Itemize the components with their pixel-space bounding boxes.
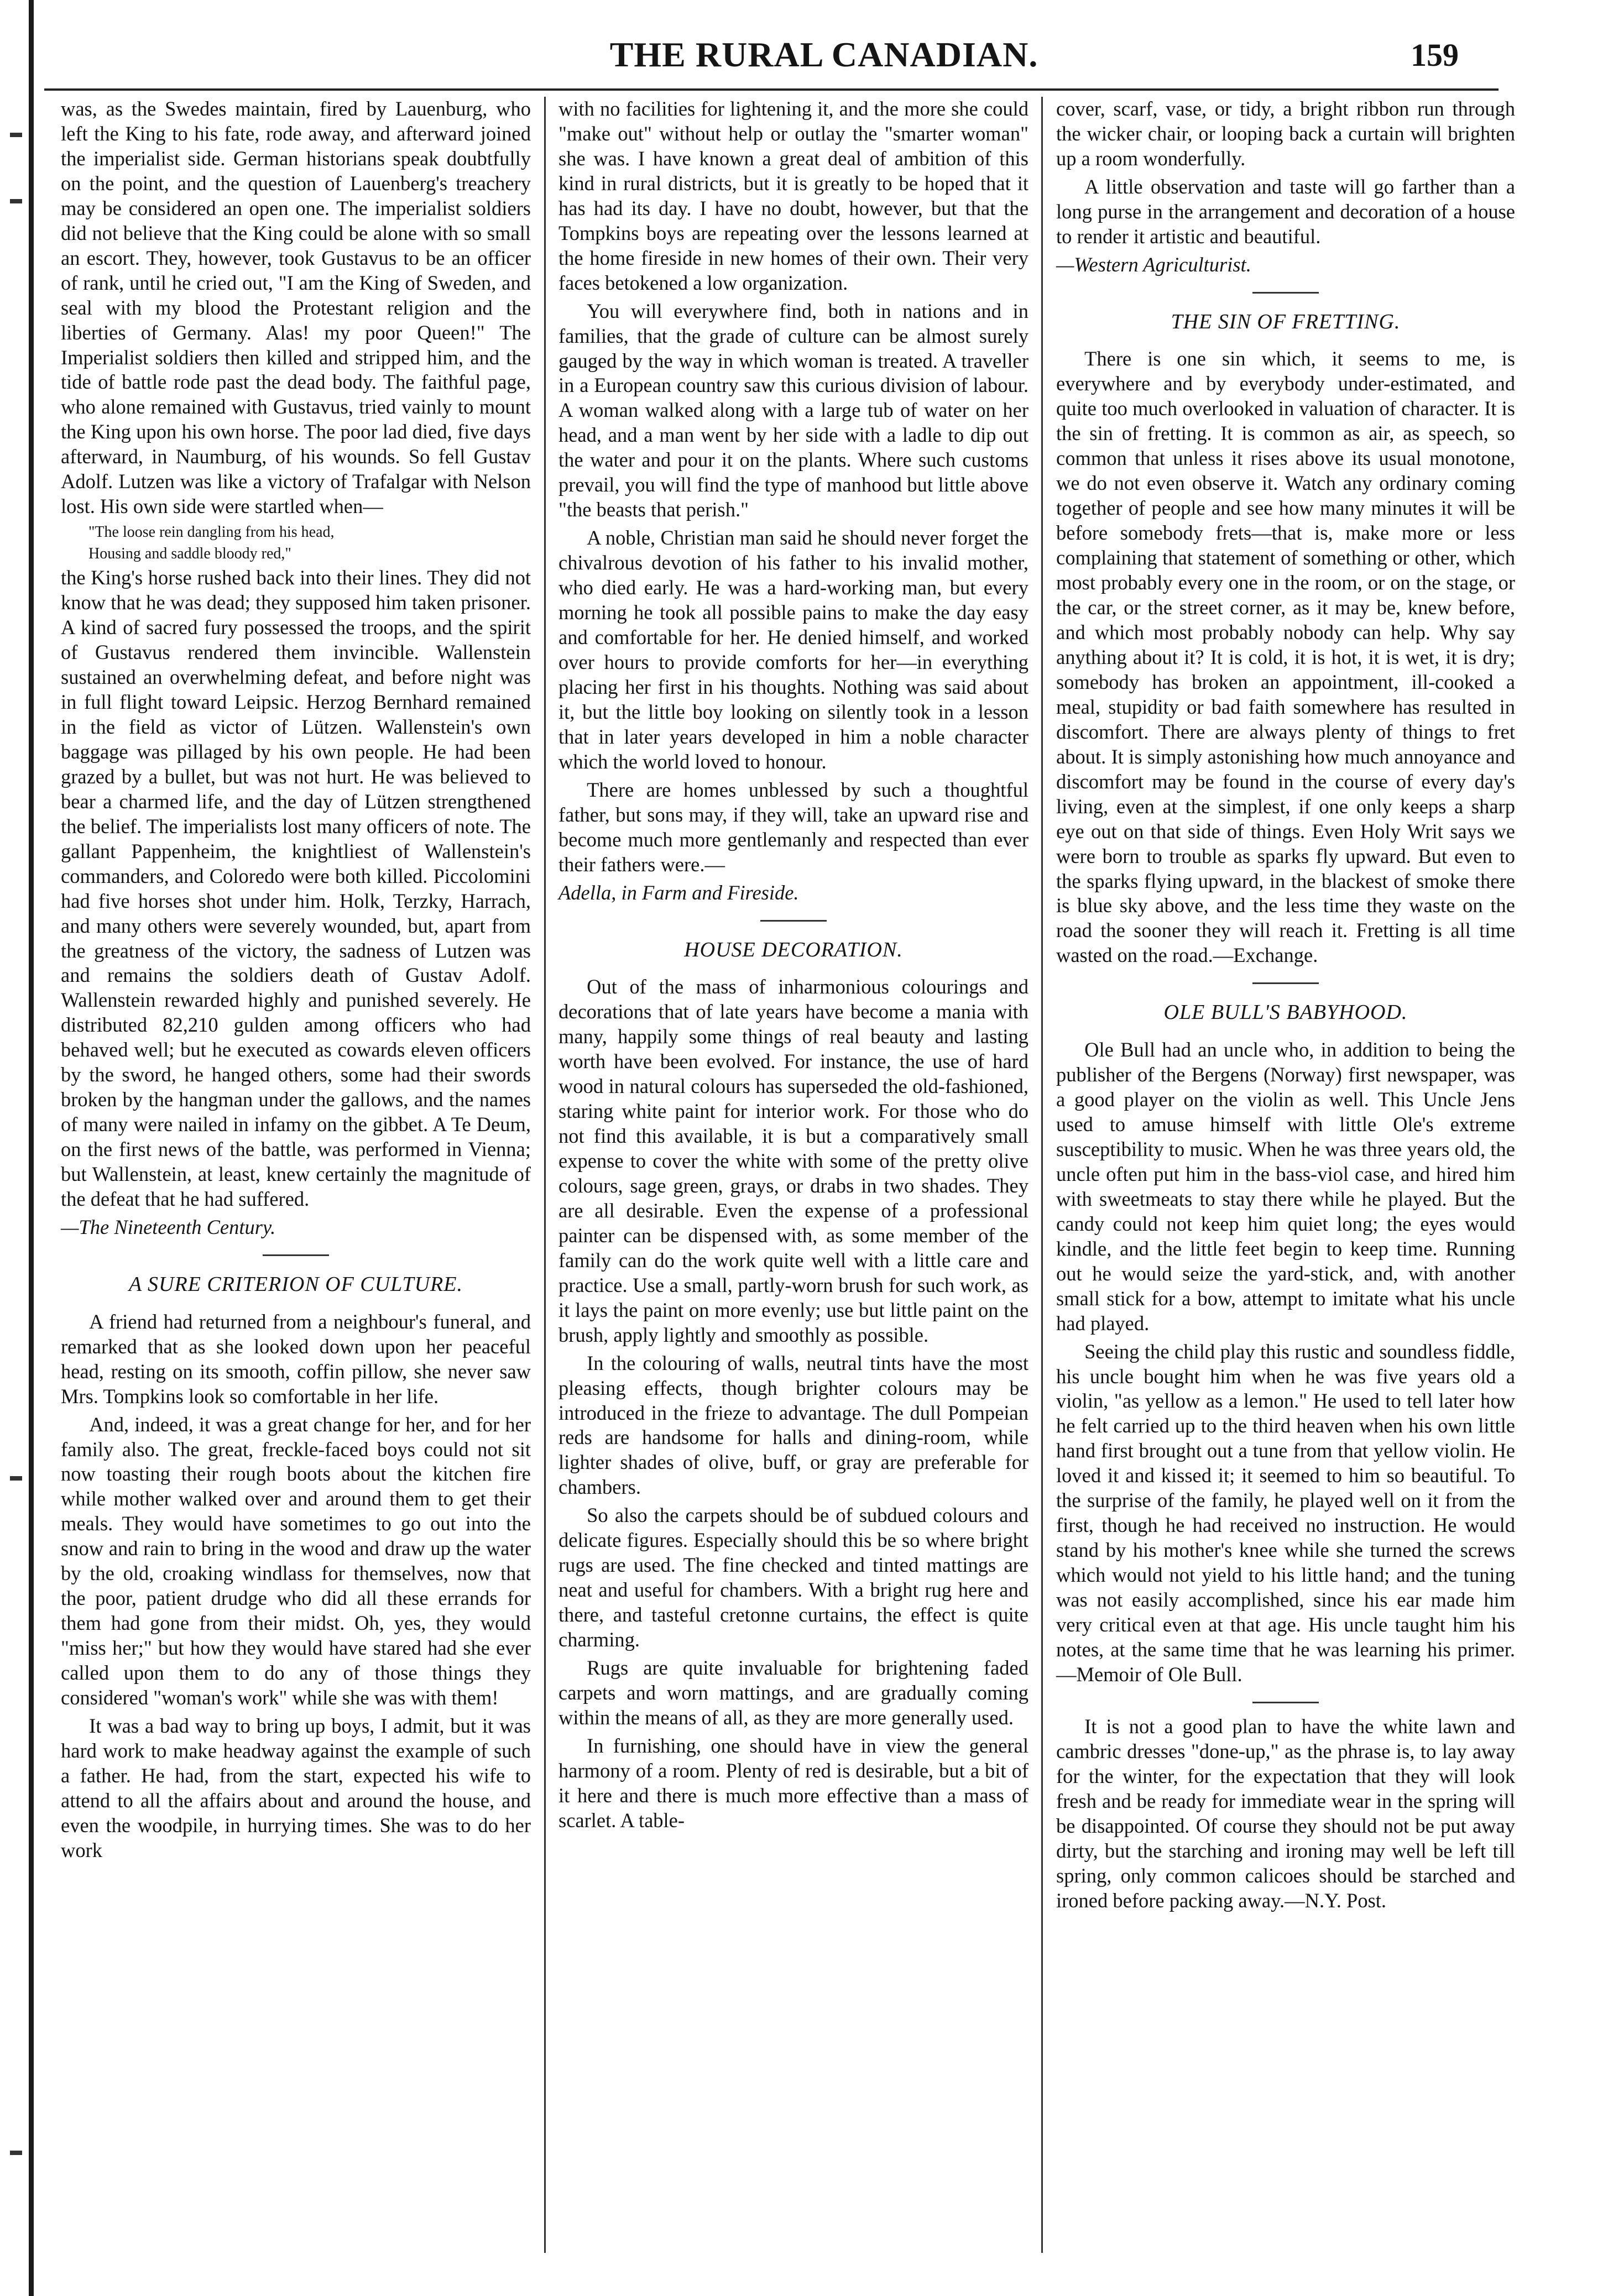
article-paragraph: was, as the Swedes maintain, fired by Lauenburg, who left the King to his fate, rode away, and afterward joined the imperialist side. German historians speak doubtfully on the point, and the question of Lauenberg's treachery may be considered an open one. The imperialist soldiers did not believe that the King could be alone with so small an escort. They, however, took Gustavus to be an officer of rank, until he cried out, "I am the King of Sweden, and seal with my blood the Protestant religion and the liberties of Germany. Alas! my poor Queen!" The Imperialist soldiers then killed and stripped him, and the tide of battle rode past the dead body. The faithful page, who alone remained with Gustavus, tried vainly to mount the King upon his own horse. The poor lad died, five days afterward, in Naumburg, of his wounds. So fell Gustav Adolf. Lutzen was like a victory of Trafalgar with Nelson lost. His own side were startled when—: [61, 97, 531, 518]
column-2: [558, 97, 1029, 1837]
article-paragraph: Seeing the child play this rustic and soundless fiddle, his uncle bought him when he was five years old a violin, "as yellow as a lemon." He used to tell later how he felt carried up to the third heaven when his own little hand first brought out a tune from that yellow violin. He loved it and kissed it; it seemed to him so beautiful. To the surprise of the family, he played well on it from the first, though he had received no instruction. He would stand by his mother's knee while she turned the screws which would not yield to his little hand; and the tuning was not easily accomplished, since his ear made him very critical even at that age. His uncle taught him his notes, at the same time that he was learning his primer.—Memoir of Ole Bull.: [1056, 1340, 1515, 1686]
page-number: 159: [1411, 37, 1459, 73]
article-divider: [1252, 982, 1319, 984]
article-divider: [263, 1254, 329, 1256]
article-paragraph: You will everywhere find, both in nations and in families, that the grade of culture can be almost surely gauged by the way in which woman is treated. A traveller in a European country saw this curious division of labour. A woman walked along with a large tub of water on her head, and a man went by her side with a ladle to dip out the water and pour it on the plants. Where such customs prevail, you will find the type of manhood but little above "the beasts that perish.": [558, 299, 1029, 521]
article-paragraph: It is not a good plan to have the white lawn and cambric dresses "done-up," as the phrase is, to lay away for the winter, for the expectation that they will look fresh and be ready for immediate wear in the spring will be disappointed. Of course they should not be put away dirty, but the starching and ironing may well be left till spring, only common calicoes should be starched and ironed before packing away.—N.Y. Post.: [1056, 1714, 1515, 1912]
article-paragraph: A noble, Christian man said he should never forget the chivalrous devotion of his father to his invalid mother, who died early. He was a hard-working man, but every morning he took all possible pains to make the day easy and comfortable for her. He denied himself, and worked over hours to provide comforts for her—in everything placing her first in his thoughts. Nothing was said about it, but the little boy looking on silently took in a lesson that in later years developed in him a noble character which the world loved to honour.: [558, 526, 1029, 773]
article-paragraph: There are homes unblessed by such a thoughtful father, but sons may, if they will, take an upward rise and become much more gentlemanly and respected than ever their fathers were.—: [558, 778, 1029, 876]
article-paragraph: So also the carpets should be of subdued colours and delicate figures. Especially should this be so where bright rugs are used. The fine checked and tinted mattings are neat and useful for chambers. With a bright rug here and there, and tasteful cretonne curtains, the effect is quite charming.: [558, 1504, 1029, 1651]
article-paragraph: the King's horse rushed back into their lines. They did not know that he was dead; they supposed him taken prisoner. A kind of sacred fury possessed the troops, and the spirit of Gustavus rendered them invincible. Wallenstein sustained an overwhelming defeat, and before night was in full flight toward Leipsic. Herzog Bernhard remained in the field as victor of Lützen. Wallenstein's own baggage was pillaged by his own people. He had been grazed by a bullet, but was not hurt. He was believed to bear a charmed life, and the day of Lützen strengthened the belief. The imperialists lost many officers of note. The gallant Pappenheim, the knightliest of Wallenstein's commanders, and Coloredo were both killed. Piccolomini had five horses shot under him. Holk, Terzky, Harrach, and many others were severely wounded, but, apart from the greatness of the victory, the sadness of Lutzen was and remains the soldiers death of Gustav Adolf. Wallenstein rewarded highly and punished severely. He distributed 82,210 gulden among officers who had behaved well; but he executed as cowards eleven officers by the sword, he hanged others, some had their swords broken by the hangman under the gallows, and the names of many were nailed in infamy on the gibbet. A Te Deum, on the first news of the battle, was performed in Vienna; but Wallenstein, at least, knew certainly the magnitude of the defeat that he had suffered.: [61, 566, 531, 1211]
article-divider: [1252, 292, 1319, 294]
article-paragraph: It was a bad way to bring up boys, I admit, but it was hard work to make headway against the example of such a father. He had, from the start, expected his wife to attend to all the affairs about and around the house, and even the woodpile, in hurrying times. She was to do her work: [61, 1714, 531, 1861]
article-paragraph: In furnishing, one should have in view the general harmony of a room. Plenty of red is desirable, but a bit of it here and there is much more effective than a mass of scarlet. A table-: [558, 1734, 1029, 1832]
article-paragraph: And, indeed, it was a great change for her, and for her family also. The great, freckle-faced boys could not sit now toasting their rough boots about the kitchen fire while mother walked over and around them to get their meals. They would have sometimes to go out into the snow and rain to bring in the wood and draw up the water by the old, croaking windlass for themselves, now that the poor, patient drudge who did all these errands for them had gone from their midst. Oh, yes, they would "miss her;" but how they would have stared had she ever called upon them to do any of those things they considered "woman's work" while she was with them!: [61, 1413, 531, 1709]
article-paragraph: A friend had returned from a neighbour's funeral, and remarked that as she looked down upon her peaceful head, resting on its smooth, coffin pillow, she never saw Mrs. Tompkins look so comfortable in her life.: [61, 1310, 531, 1408]
article-paragraph: cover, scarf, vase, or tidy, a bright ribbon run through the wicker chair, or looping back a curtain will brighten up a room wonderfully.: [1056, 97, 1515, 170]
article-paragraph: Rugs are quite invaluable for brightening faded carpets and worn mattings, and are gradually coming within the means of all, as they are more generally used.: [558, 1656, 1029, 1729]
article-paragraph: In the colouring of walls, neutral tints have the most pleasing effects, though brighter colours may be introduced in the frieze to advantage. The dull Pompeian reds are handsome for halls and dining-room, while lighter shades of olive, buff, or gray are preferable for chambers.: [558, 1351, 1029, 1499]
article-heading: OLE BULL'S BABYHOOD.: [1163, 1001, 1408, 1024]
column-1: [61, 97, 531, 1866]
article-source: —Western Agriculturist.: [1056, 253, 1251, 276]
article-heading: THE SIN OF FRETTING.: [1171, 310, 1401, 333]
article-heading: HOUSE DECORATION.: [684, 938, 903, 961]
article-source: —The Nineteenth Century.: [61, 1215, 276, 1238]
verse-line: Housing and saddle bloody red,": [88, 545, 291, 563]
masthead-title: THE RURAL CANADIAN.: [609, 35, 1038, 74]
column-rule: [1041, 97, 1043, 2253]
article-paragraph: Ole Bull had an uncle who, in addition to being the publisher of the Bergens (Norway) first newspaper, was a good player on the violin as well. This Uncle Jens used to amuse himself with little Ole's extreme susceptibility to music. When he was three years old, the uncle often put him in the bass-viol case, and hired him with sweetmeats to stay there while he played. But the candy could not keep him quiet long; the eyes would kindle, and the little feet begin to keep time. Running out he would seize the yard-stick, and, with another small stick for a bow, attempt to imitate what his uncle had played.: [1056, 1038, 1515, 1335]
verse-line: "The loose rein dangling from his head,: [88, 524, 335, 541]
article-paragraph: There is one sin which, it seems to me, is everywhere and by everybody under-estimated, and quite too much overlooked in valuation of character. It is the sin of fretting. It is common as air, as speech, so common that unless it rises above its usual monotone, we do not even observe it. Watch any ordinary coming together of people and see how many minutes it will be before somebody frets—that is, make more or less complaining that statement of something or other, which most probably every one in the room, or on the stage, or the car, or the street corner, as it may be, knew before, and which most probably nobody can help. Why say anything about it? It is cold, it is hot, it is wet, it is dry; somebody has broken an appointment, ill-cooked a meal, stupidity or bad faith somewhere has resulted in discomfort. There are always plenty of things to fret about. It is simply astonishing how much annoyance and discomfort may be found in the course of every day's living, even at the simplest, if one only keeps a sharp eye out on that side of things. Even Holy Writ says we were born to trouble as sparks fly upward. But even to the sparks flying upward, in the blackest of smoke there is blue sky above, and the less time they waste on the road the sooner they will reach it. Fretting is all time wasted on the road.—Exchange.: [1056, 347, 1515, 967]
column-rule: [544, 97, 546, 2253]
article-paragraph: Out of the mass of inharmonious colourings and decorations that of late years have become a mania with many, happily some things of real beauty and lasting worth have been evolved. For instance, the use of hard wood in natural colours has superseded the old-fashioned, staring white paint for interior work. For those who do not find this available, it is but a comparatively small expense to cover the white with some of the pretty olive colours, sage green, grays, or drabs in two shades. They are all desirable. Even the expense of a professional painter can be dispensed with, as some member of the family can do the work quite well with a little care and practice. Use a small, partly-worn brush for such work, as it lays the paint on more evenly; use but little paint on the brush, apply lightly and smoothly as possible.: [558, 975, 1029, 1346]
article-heading: A SURE CRITERION OF CULTURE.: [129, 1272, 463, 1296]
article-divider: [1252, 1702, 1319, 1703]
article-paragraph: with no facilities for lightening it, and the more she could "make out" without help or outlay the "smarter woman" she was. I have known a great deal of ambition of this kind in rural districts, but it is greatly to be hoped that it has had its day. I have no doubt, however, but that the Tompkins boys are repeating over the lessons learned at the home fireside in new homes of their own. Their very faces betokened a low organization.: [558, 97, 1029, 294]
article-source: Adella, in Farm and Fireside.: [558, 881, 799, 904]
header-rule: [44, 88, 1499, 91]
column-3: [1056, 97, 1515, 1917]
article-divider: [760, 920, 827, 922]
binding-marks: [10, 133, 32, 2178]
article-paragraph: A little observation and taste will go farther than a long purse in the arrangement and decoration of a house to render it artistic and beautiful.: [1056, 175, 1515, 248]
